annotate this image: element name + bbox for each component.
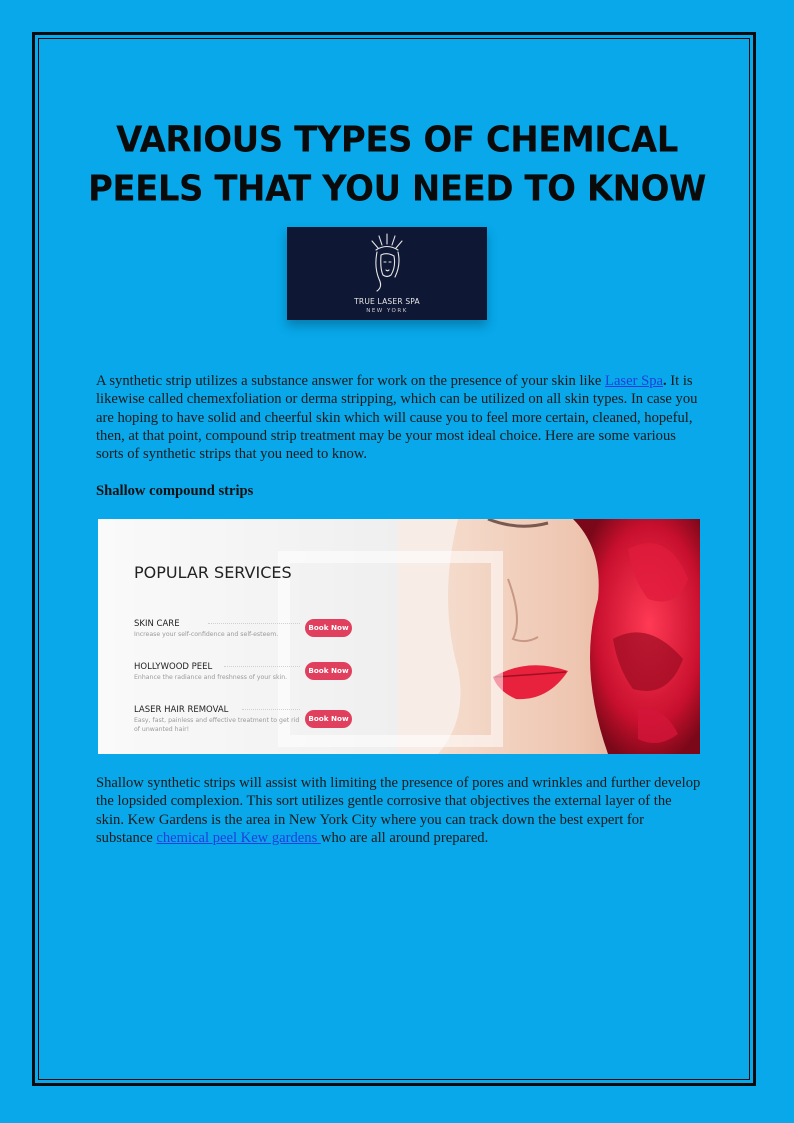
intro-text-rest: It is likewise called chemexfoliation or derma stripping, which can be utilized on all skin types. In case you are hoping to have solid and cheerful skin which will cause you to feel more certain, cleaned, hopeful, then, at that point, compound strip treatment may be your most ideal choice. Here are some various sorts of synthetic strips that you need to know. xyxy=(96,373,698,463)
service-divider xyxy=(208,623,300,624)
service-desc-laser-hair-removal: Easy, fast, painless and effective treatment to get rid of unwanted hair! xyxy=(134,717,300,733)
popular-services-banner xyxy=(98,519,700,754)
spa-logo xyxy=(287,227,487,320)
service-name-hollywood-peel: HOLLYWOOD PEEL xyxy=(134,662,213,672)
logo-name: TRUE LASER SPA xyxy=(354,297,420,306)
service-divider xyxy=(224,666,300,667)
book-now-button-skin-care[interactable]: Book Now xyxy=(305,619,352,637)
title-line-1: VARIOUS TYPES OF CHEMICAL xyxy=(116,118,678,161)
book-now-button-laser-hair-removal[interactable]: Book Now xyxy=(305,710,352,728)
service-divider xyxy=(242,709,300,710)
title-line-2: PEELS THAT YOU NEED TO KNOW xyxy=(87,168,707,211)
popular-services-heading: POPULAR SERVICES xyxy=(134,563,292,582)
statue-of-liberty-woman-face-icon xyxy=(365,231,409,293)
chemical-peel-kew-gardens-link[interactable]: chemical peel Kew gardens xyxy=(156,829,321,846)
body-text-start: Shallow synthetic strips will assist with limiting the presence of pores and wrinkles and further develop the lopsided complexion. This sort utilizes gentle corrosive that objectives the external layer of the skin. Kew Gardens is the area in New York City where you can track down the best expert for substance xyxy=(96,775,701,846)
service-desc-skin-care: Increase your self-confidence and self-esteem. xyxy=(134,631,279,638)
section-heading: Shallow compound strips xyxy=(96,483,254,499)
intro-paragraph xyxy=(96,372,702,463)
page-title xyxy=(60,116,734,215)
logo-subtitle: NEW YORK xyxy=(366,308,408,314)
body-text-end: who are all around prepared. xyxy=(320,829,489,846)
intro-period: . xyxy=(662,373,667,389)
service-desc-hollywood-peel: Enhance the radiance and freshness of your skin. xyxy=(134,674,288,681)
book-now-button-hollywood-peel[interactable]: Book Now xyxy=(305,662,352,680)
intro-text-start: A synthetic strip utilizes a substance answer for work on the presence of your skin like xyxy=(96,373,606,389)
laser-spa-link[interactable]: Laser Spa xyxy=(605,373,663,389)
service-name-skin-care: SKIN CARE xyxy=(134,619,180,629)
body-paragraph xyxy=(96,774,702,847)
service-name-laser-hair-removal: LASER HAIR REMOVAL xyxy=(134,705,229,715)
